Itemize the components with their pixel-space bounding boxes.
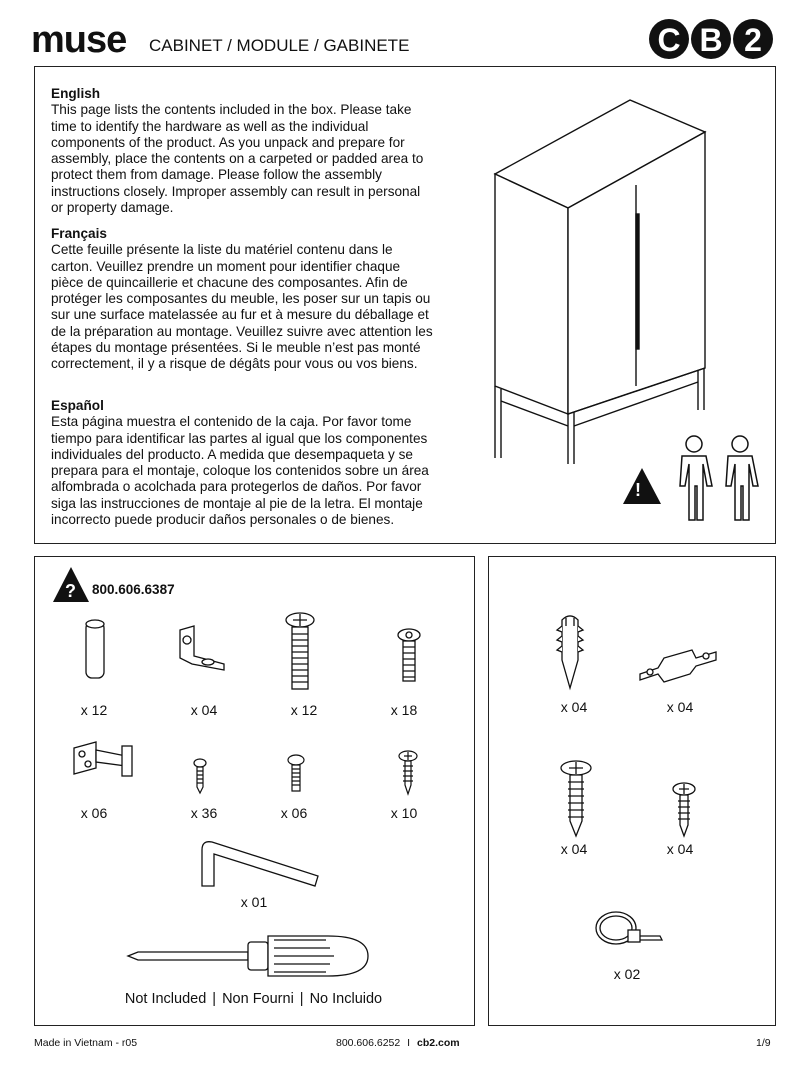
not-included-fr: Non Fourni — [222, 991, 294, 1007]
hinge-icon — [72, 740, 136, 780]
footer-site: cb2.com — [417, 1037, 460, 1049]
separator: | — [212, 991, 217, 1007]
svg-text:B: B — [699, 22, 723, 58]
footer-contact — [336, 1037, 460, 1049]
dowel-icon — [84, 618, 106, 682]
qty-large-screw: x 04 — [560, 841, 588, 857]
qty-medium-bolt: x 18 — [390, 702, 418, 718]
qty-wall-anchor: x 04 — [560, 699, 588, 715]
qty-wood-screw: x 10 — [390, 805, 418, 821]
warning-mark: ! — [635, 480, 641, 500]
allen-key-icon — [192, 836, 322, 892]
spanish-heading: Español — [51, 398, 104, 413]
wall-anchor-icon — [554, 612, 586, 690]
qty-mounting-strap: x 04 — [666, 699, 694, 715]
hardware-panel-right — [488, 556, 776, 1026]
long-bolt-icon — [282, 612, 318, 692]
spanish-body: Esta página muestra el contenido de la caja. Por favor tome tiempo para identificar las partes al igual que los componentes individuales del producto. A medida que desempaqueta y se prepara para el montaje, coloque los contenidos sobre un área alfombrada o acolchada para protegerlos de daños. Por favor siga las instrucciones de montaje al pie de la letra. El montaje incorrecto puede producir daños personales o de bienes. — [51, 414, 429, 528]
qty-cable-tie: x 02 — [613, 966, 641, 982]
pan-screw-icon — [286, 754, 306, 794]
screwdriver-icon — [124, 930, 374, 982]
cable-tie-icon — [592, 906, 664, 954]
english-section — [51, 86, 436, 216]
qty-flat-screw: x 04 — [666, 841, 694, 857]
qty-pan-screw: x 06 — [280, 805, 308, 821]
spanish-section — [51, 398, 436, 528]
help-mark: ? — [65, 581, 76, 601]
qty-long-bolt: x 12 — [290, 702, 318, 718]
not-included-es: No Incluido — [309, 991, 383, 1007]
support-phone: 800.606.6387 — [92, 582, 175, 597]
two-person-icon — [674, 434, 764, 526]
french-heading: Français — [51, 226, 107, 241]
svg-text:2: 2 — [744, 22, 762, 58]
brand-name: muse — [31, 19, 127, 61]
qty-allen-key: x 01 — [240, 894, 268, 910]
svg-text:C: C — [657, 22, 681, 58]
page-subtitle: CABINET / MODULE / GABINETE — [149, 36, 410, 55]
not-included-note — [34, 991, 473, 1007]
qty-bracket: x 04 — [190, 702, 218, 718]
cb2-logo-icon — [648, 18, 774, 60]
not-included-en: Not Included — [124, 991, 207, 1007]
cabinet-illustration — [490, 96, 715, 466]
footer-phone: 800.606.6252 — [336, 1037, 401, 1049]
footer-separator: I — [407, 1037, 411, 1049]
medium-bolt-icon — [396, 628, 422, 684]
small-screw-icon — [192, 758, 208, 794]
mounting-strap-icon — [638, 644, 720, 684]
english-body: This page lists the contents included in the box. Please take time to identify the hardware as well as the individual components of the product. As you unpack and prepare for assembly, place the contents on a carpeted or padded area to protect them from damage. Please follow the assembly instructions closely. Improper assembly can result in personal or property damage. — [51, 102, 424, 216]
qty-dowel: x 12 — [80, 702, 108, 718]
warning-icon — [622, 466, 662, 506]
french-body: Cette feuille présente la liste du matériel contenu dans le carton. Veuillez prendre un moment pour identifier chaque pièce de quincaillerie et chacune des composantes. Afin de protéger les composantes du meuble, les poser sur un tapis ou sur une surface matelassée au fur et à mesure du déballage et de la préparation au montage. Veuillez suivre avec attention les étapes du montage présentées. Si le meuble n’est pas monté correctement, il y a risque de dégâts pour vous ou vos biens. — [51, 242, 433, 372]
l-bracket-icon — [172, 624, 228, 674]
separator: | — [299, 991, 304, 1007]
wood-screw-icon — [396, 750, 420, 796]
page-number: 1/9 — [756, 1037, 771, 1049]
english-heading: English — [51, 86, 101, 101]
qty-small-screw: x 36 — [190, 805, 218, 821]
made-in-note: Made in Vietnam - r05 — [34, 1037, 138, 1049]
large-screw-icon — [558, 760, 594, 838]
french-section — [51, 226, 436, 373]
qty-hinge: x 06 — [80, 805, 108, 821]
flat-screw-icon — [670, 782, 698, 838]
